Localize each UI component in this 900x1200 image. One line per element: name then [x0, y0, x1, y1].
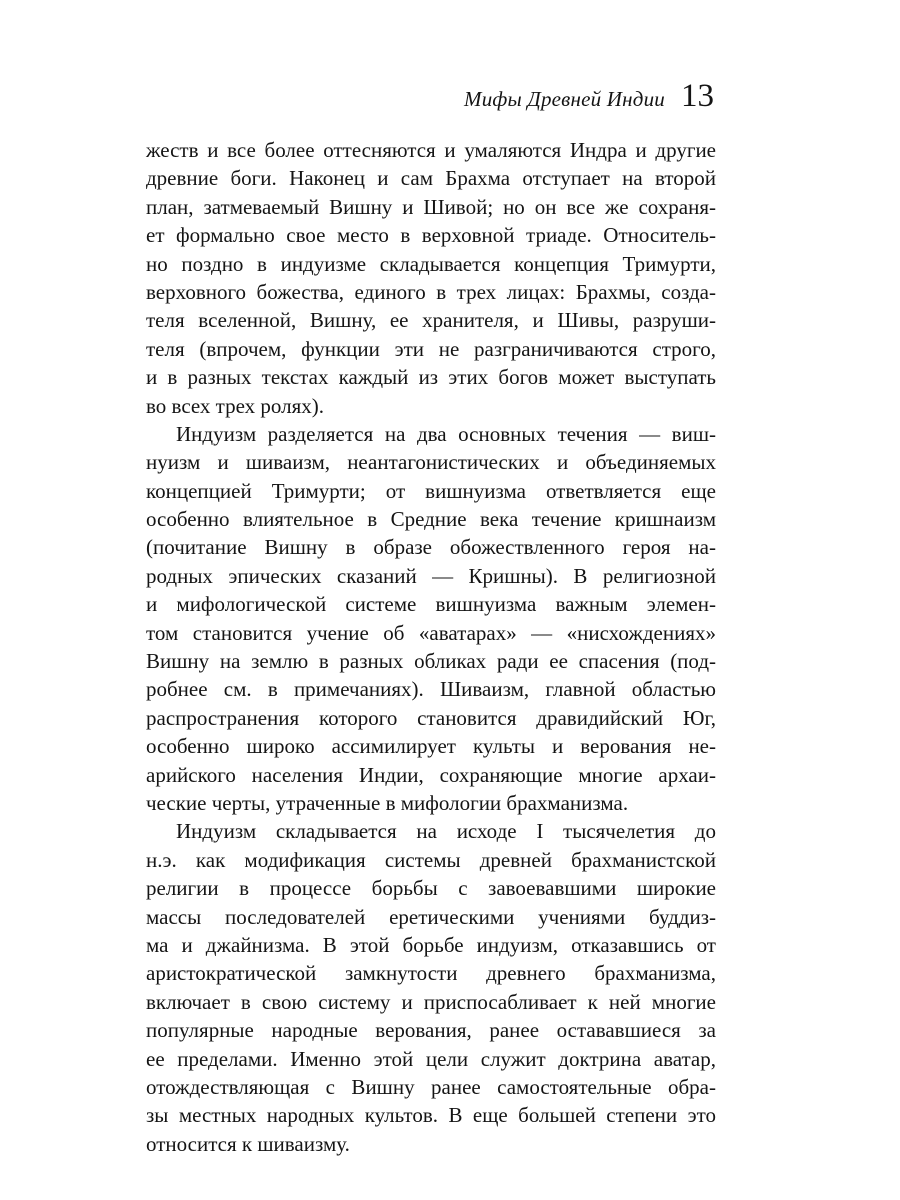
text-line: во всех трех ролях). [146, 393, 325, 418]
running-head [464, 80, 714, 113]
text-line: древние боги. Наконец и сам Брахма отступает на второй [146, 166, 716, 191]
text-line: теля (впрочем, функции эти не разграничиваются строго, [146, 336, 716, 361]
text-line: ее пределами. Именно этой цели служит доктрина аватар, [146, 1046, 716, 1071]
text-line: родных эпических сказаний — Кришны). В религиозной [146, 563, 716, 588]
paragraph [146, 817, 716, 1158]
text-line: аристократической замкнутости древнего брахманизма, [146, 961, 716, 986]
text-line: и мифологической системе вишнуизма важным элемен- [146, 592, 716, 617]
paragraph [146, 420, 716, 817]
text-line: робнее см. в примечаниях). Шиваизм, главной областью [146, 677, 716, 702]
text-line: теля вселенной, Вишну, ее хранителя, и Шивы, разруши- [146, 308, 716, 333]
text-line: особенно широко ассимилирует культы и верования не- [146, 734, 716, 759]
text-line: включает в свою систему и приспосабливает к ней многие [146, 989, 716, 1014]
text-line: распространения которого становится дравидийский Юг, [146, 705, 716, 730]
running-title: Мифы Древней Индии [464, 87, 665, 111]
text-line: ма и джайнизма. В этой борьбе индуизм, отказавшись от [146, 932, 716, 957]
text-line: популярные народные верования, ранее остававшиеся за [146, 1018, 716, 1043]
page-number: 13 [681, 78, 714, 114]
text-line: и в разных текстах каждый из этих богов может выступать [146, 365, 716, 390]
text-line: особенно влиятельное в Средние века течение кришнаизм [146, 507, 716, 532]
text-line: массы последователей еретическими учениями буддиз- [146, 904, 716, 929]
text-line: отождествляющая с Вишну ранее самостоятельные обра- [146, 1074, 716, 1099]
text-line: зы местных народных культов. В еще большей степени это [146, 1103, 716, 1128]
text-line: Индуизм складывается на исходе I тысячелетия до [176, 819, 716, 844]
text-line: жеств и все более оттесняются и умаляются Индра и другие [146, 138, 716, 162]
text-line: том становится учение об «аватарах» — «нисхождениях» [146, 620, 716, 645]
paragraph [146, 136, 716, 420]
text-line: относится к шиваизму. [146, 1131, 350, 1156]
text-line: н.э. как модификация системы древней брахманистской [146, 847, 716, 872]
text-line: план, затмеваемый Вишну и Шивой; но он все же сохраня- [146, 194, 716, 219]
text-line: но поздно в индуизме складывается концепция Тримурти, [146, 251, 716, 276]
text-line: ческие черты, утраченные в мифологии брахманизма. [146, 790, 629, 815]
text-line: нуизм и шиваизм, неантагонистических и объединяемых [146, 450, 716, 475]
text-line: концепцией Тримурти; от вишнуизма ответвляется еще [146, 478, 716, 503]
text-line: верховного божества, единого в трех лицах: Брахмы, созда- [146, 279, 716, 304]
text-line: арийского населения Индии, сохраняющие многие архаи- [146, 762, 716, 787]
text-line: ет формально свое место в верховной триаде. Относитель- [146, 223, 716, 248]
text-line: религии в процессе борьбы с завоевавшими широкие [146, 876, 716, 901]
text-line: Индуизм разделяется на два основных течения — виш- [176, 421, 716, 446]
text-line: Вишну на землю в разных обликах ради ее спасения (под- [146, 649, 716, 674]
body-text [146, 136, 716, 1158]
text-line: (почитание Вишну в образе обожествленного героя на- [146, 535, 716, 560]
